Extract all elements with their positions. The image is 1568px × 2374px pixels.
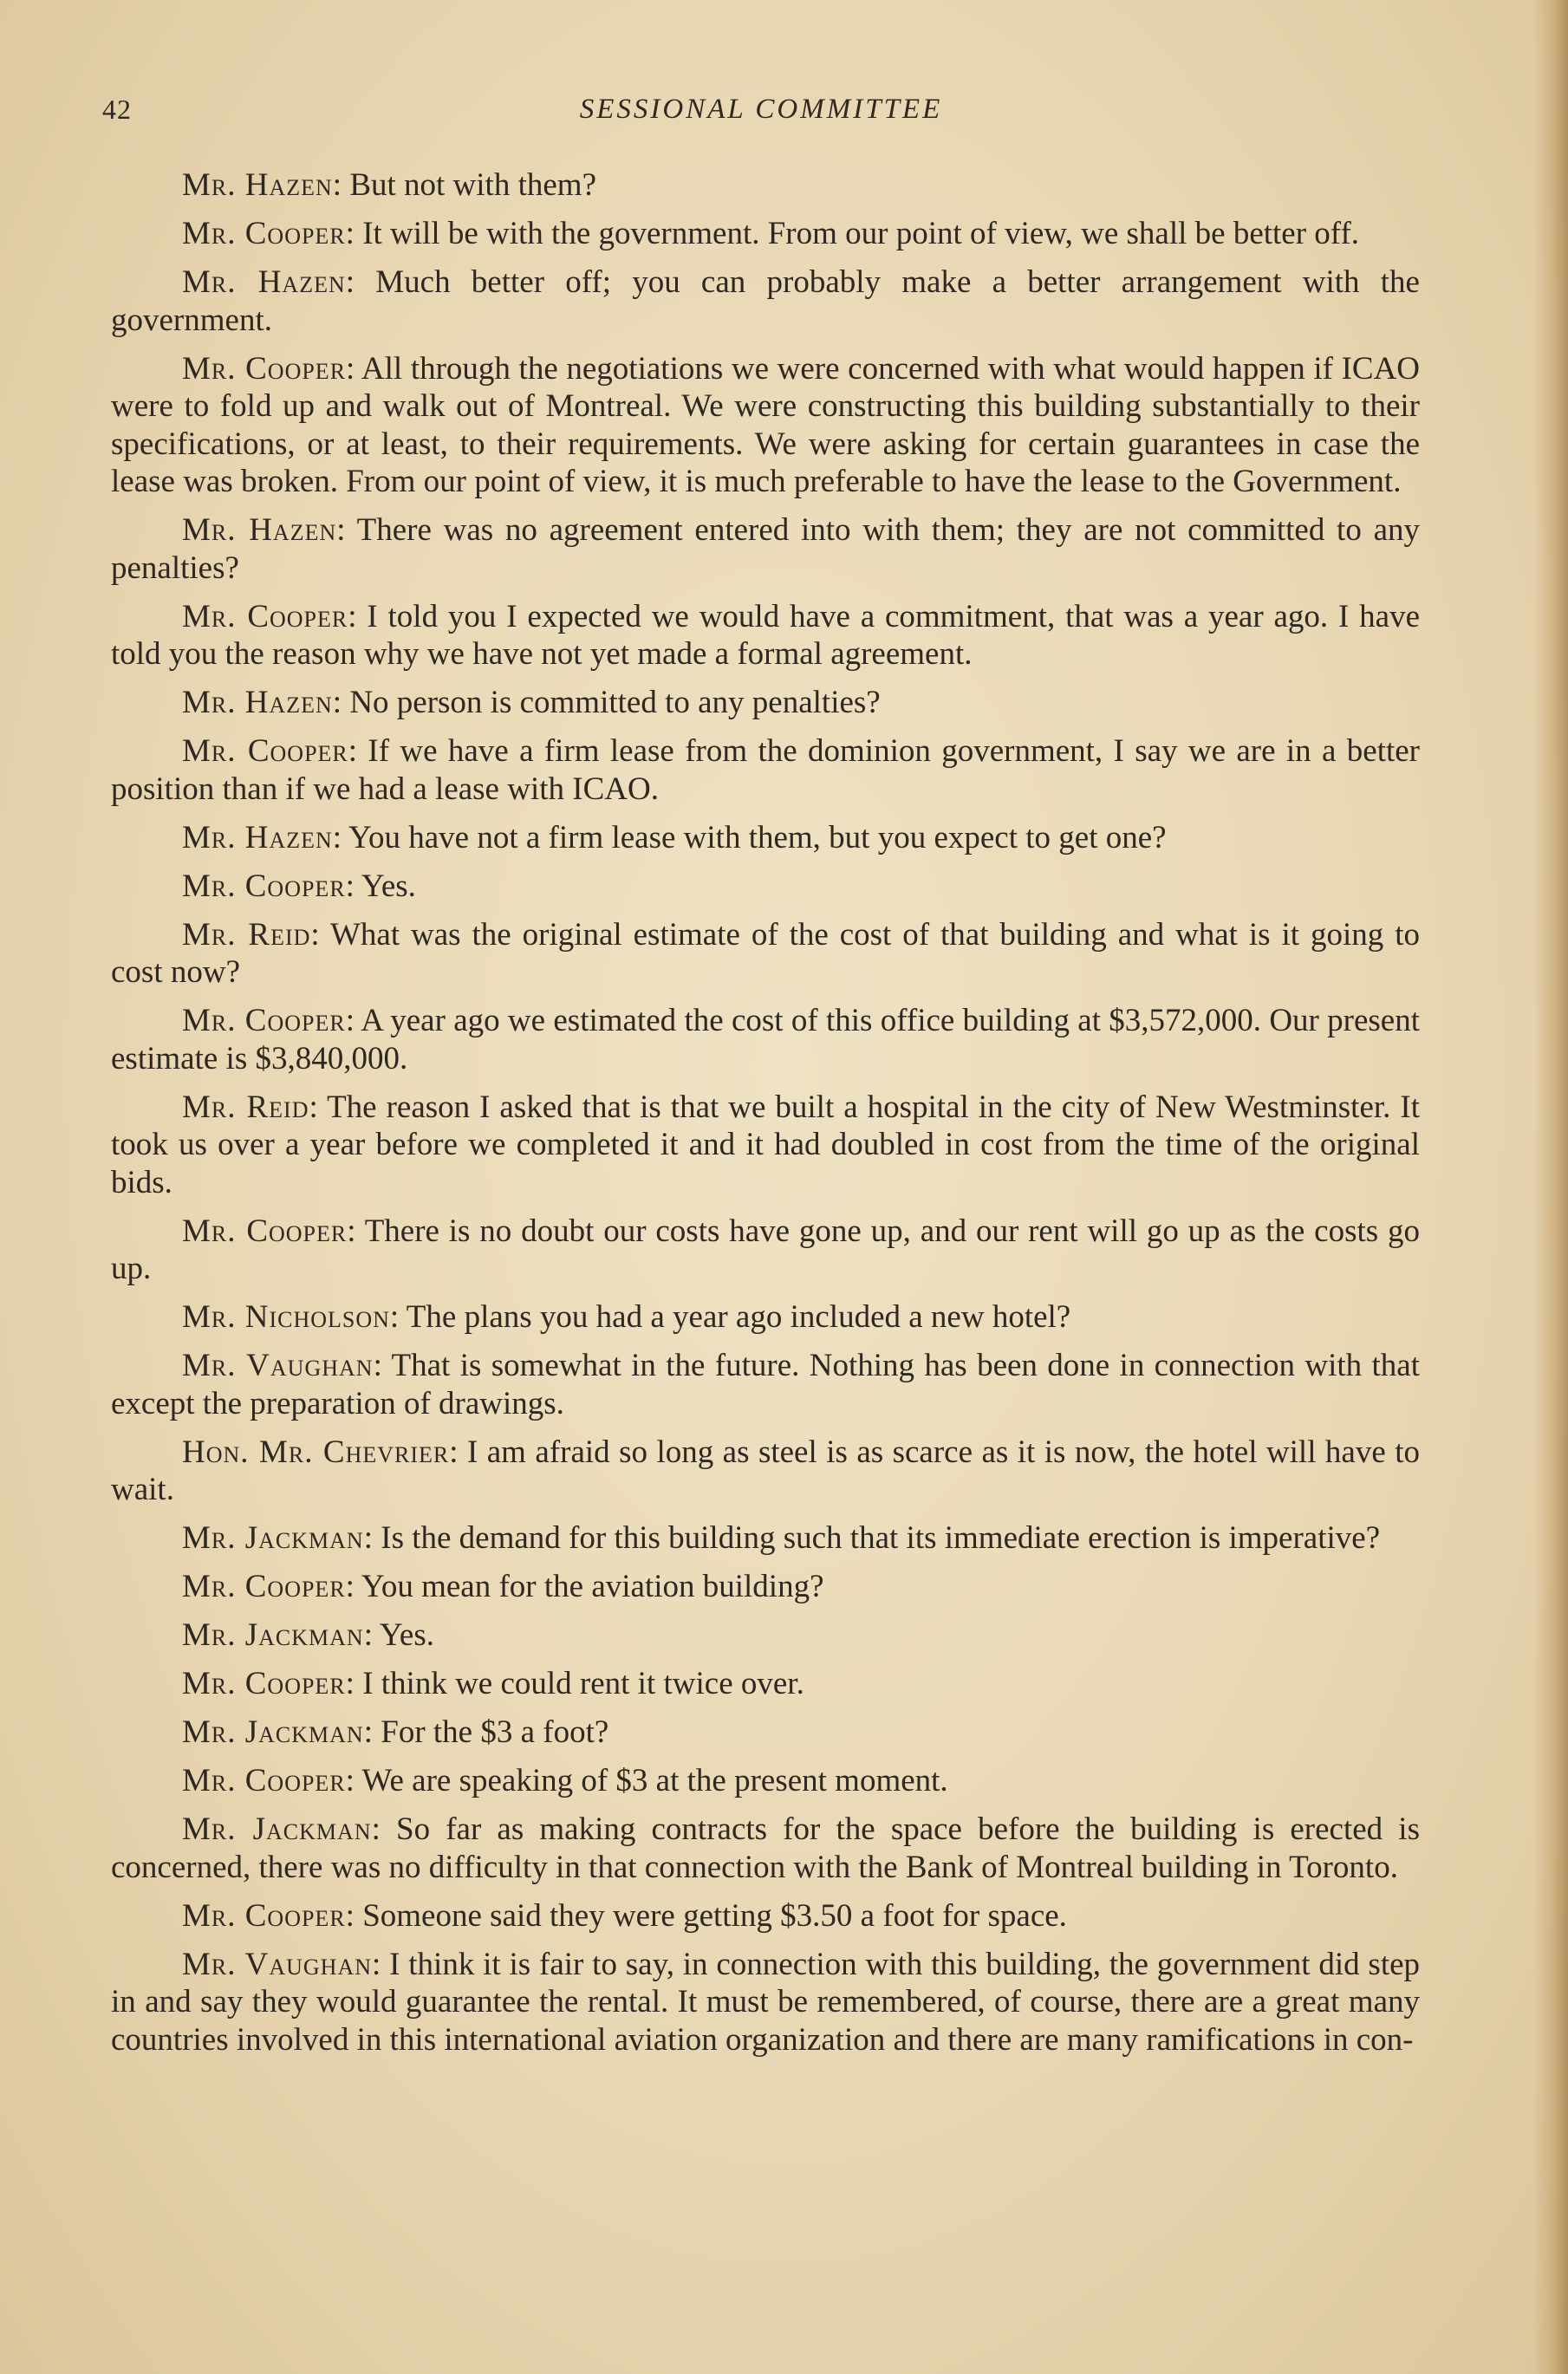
speech-text: Is the demand for this building such that its immediate erection is imperative? [381,1520,1381,1556]
speaker-name: Mr. Cooper [182,733,348,769]
speaker-name: Mr. Cooper [182,1763,346,1798]
speaker-colon: : [332,685,350,720]
speaker-colon: : [348,598,368,634]
speaker-colon: : [373,1348,392,1383]
speaker-name: Mr. Cooper [182,598,348,634]
transcript-body [111,166,1420,2070]
transcript-paragraph [111,511,1420,587]
speaker-name: Mr. Nicholson [182,1299,390,1335]
speech-text: Much better off; you can probably make a better arrangement with the government. [111,264,1420,338]
speech-text: Someone said they were getting $3.50 a foot for space. [362,1897,1067,1934]
transcript-paragraph [111,215,1420,253]
speaker-colon: : [345,1569,361,1604]
transcript-paragraph [111,1298,1420,1337]
speaker-name: Mr. Jackman [182,1617,364,1653]
speaker-colon: : [348,733,368,769]
transcript-paragraph [111,1762,1420,1800]
speaker-colon: : [309,1089,328,1125]
speech-text: But not with them? [349,167,596,203]
transcript-paragraph [111,1811,1420,1886]
transcript-paragraph [111,1434,1420,1509]
speech-text: A year ago we estimated the cost of this office building at $3,572,000. Our present estimate is $3,840,000. [111,1003,1421,1076]
speech-text: The plans you had a year ago included a new hotel? [406,1299,1071,1335]
speaker-name: Mr. Cooper [182,1569,346,1604]
speaker-colon: : [345,264,376,300]
running-head: SESSIONAL COMMITTEE [579,94,943,125]
speaker-name: Mr. Cooper [182,1666,346,1701]
transcript-paragraph [111,350,1420,501]
speaker-name: Mr. Hazen [182,685,333,720]
speaker-name: Mr. Cooper [182,350,347,387]
speaker-colon: : [347,1213,365,1249]
transcript-paragraph [111,1665,1420,1703]
speaker-name: Mr. Cooper [182,1003,346,1038]
speech-text: I told you I expected we would have a commitment, that was a year ago. I have told you the reason why we have not yet made a formal agreement. [111,598,1421,672]
speech-text: There is no doubt our costs have gone up, and our rent will go up as the costs go up. [111,1213,1420,1286]
speaker-colon: : [363,1617,380,1653]
speaker-colon: : [346,350,361,387]
speaker-colon: : [345,868,361,904]
transcript-paragraph [111,1002,1420,1077]
transcript-paragraph [111,1897,1420,1935]
transcript-paragraph [111,1616,1420,1655]
transcript-paragraph [111,1946,1420,2059]
speech-text: That is somewhat in the future. Nothing has been done in connection with that except the preparation of drawings. [111,1348,1420,1421]
speaker-colon: : [332,167,350,203]
speech-text: It will be with the government. From our point of view, we shall be better off. [362,216,1360,251]
speaker-name: Mr. Cooper [182,1897,346,1934]
speaker-colon: : [310,916,330,953]
speaker-name: Mr. Reid [182,916,311,953]
speaker-name: Hon. Mr. Chevrier [182,1434,450,1470]
transcript-paragraph [111,1568,1420,1606]
transcript-paragraph [111,684,1420,722]
speaker-colon: : [332,819,348,855]
speech-text: You mean for the aviation building? [361,1569,824,1604]
transcript-paragraph [111,916,1420,992]
speaker-name: Mr. Hazen [182,167,333,203]
page-header [102,94,1420,137]
speech-text: No person is committed to any penalties? [349,685,881,720]
speaker-colon: : [336,512,357,548]
speech-text: Yes. [361,868,416,904]
speech-text: So far as making contracts for the space before the building is erected is concerned, there was no difficulty in that connection with the Bank of Montreal building in Toronto. [111,1811,1420,1885]
transcript-paragraph [111,1089,1420,1202]
speaker-name: Mr. Hazen [182,819,333,855]
transcript-paragraph [111,166,1420,205]
speech-text: Yes. [379,1617,434,1653]
speaker-colon: : [345,1666,363,1701]
speech-text: The reason I asked that is that we built a hospital in the city of New Westminster. It took us over a year before we completed it and it had doubled in cost from the time of the original bids. [111,1089,1420,1200]
speaker-colon: : [389,1299,407,1335]
speaker-name: Mr. Vaughan [182,1946,373,1982]
speaker-colon: : [345,1897,363,1934]
speech-text: I think it is fair to say, in connection with this building, the government did step in and say they would guarantee the rental. It must be remembered, of course, there are a great many countries involved in this international aviation organization and there are many ramifications in con- [111,1946,1421,2058]
transcript-paragraph [111,732,1420,808]
speaker-colon: : [345,1003,361,1038]
speaker-colon: : [363,1520,381,1556]
speech-text: What was the original estimate of the cost of that building and what is it going to cost now? [111,916,1420,990]
speaker-name: Mr. Vaughan [182,1348,374,1383]
speech-text: I think we could rent it twice over. [362,1666,804,1701]
transcript-paragraph [111,1347,1420,1422]
speech-text: All through the negotiations we were concerned with what would happen if ICAO were to fold up and walk out of Montreal. We were constructing this building substantially to their specifications, or at least, to their requirements. We were asking for certain guarantees in case the lease was broken. From our point of view, it is much preferable to have the lease to the Government. [111,350,1421,499]
speaker-name: Mr. Hazen [182,512,337,548]
speaker-name: Mr. Cooper [182,216,346,251]
speaker-colon: : [371,1811,397,1847]
page-number: 42 [102,94,132,125]
speech-text: There was no agreement entered into with them; they are not committed to any penalties? [111,512,1420,586]
transcript-paragraph [111,598,1420,673]
speaker-colon: : [345,216,363,251]
speaker-colon: : [449,1434,467,1470]
transcript-paragraph [111,1213,1420,1288]
speaker-name: Mr. Cooper [182,1213,348,1249]
speech-text: If we have a firm lease from the dominion government, I say we are in a better position than if we had a lease with ICAO. [111,733,1421,807]
page-edge-shadow [1533,0,1568,2374]
transcript-paragraph [111,868,1420,906]
speaker-colon: : [345,1763,362,1798]
transcript-paragraph [111,1519,1420,1558]
speaker-colon: : [372,1946,390,1982]
speaker-name: Mr. Jackman [182,1520,364,1556]
transcript-paragraph [111,1714,1420,1752]
speech-text: We are speaking of $3 at the present moment. [361,1763,948,1798]
speaker-colon: : [363,1714,381,1750]
speaker-name: Mr. Hazen [182,264,346,300]
speech-text: For the $3 a foot? [381,1714,609,1750]
transcript-paragraph [111,263,1420,339]
transcript-paragraph [111,819,1420,857]
speaker-name: Mr. Jackman [182,1811,372,1847]
speaker-name: Mr. Cooper [182,868,346,904]
speech-text: You have not a firm lease with them, but you expect to get one? [348,819,1167,855]
speaker-name: Mr. Reid [182,1089,309,1125]
speaker-name: Mr. Jackman [182,1714,364,1750]
speech-text: I am afraid so long as steel is as scarce as it is now, the hotel will have to wait. [111,1434,1421,1507]
